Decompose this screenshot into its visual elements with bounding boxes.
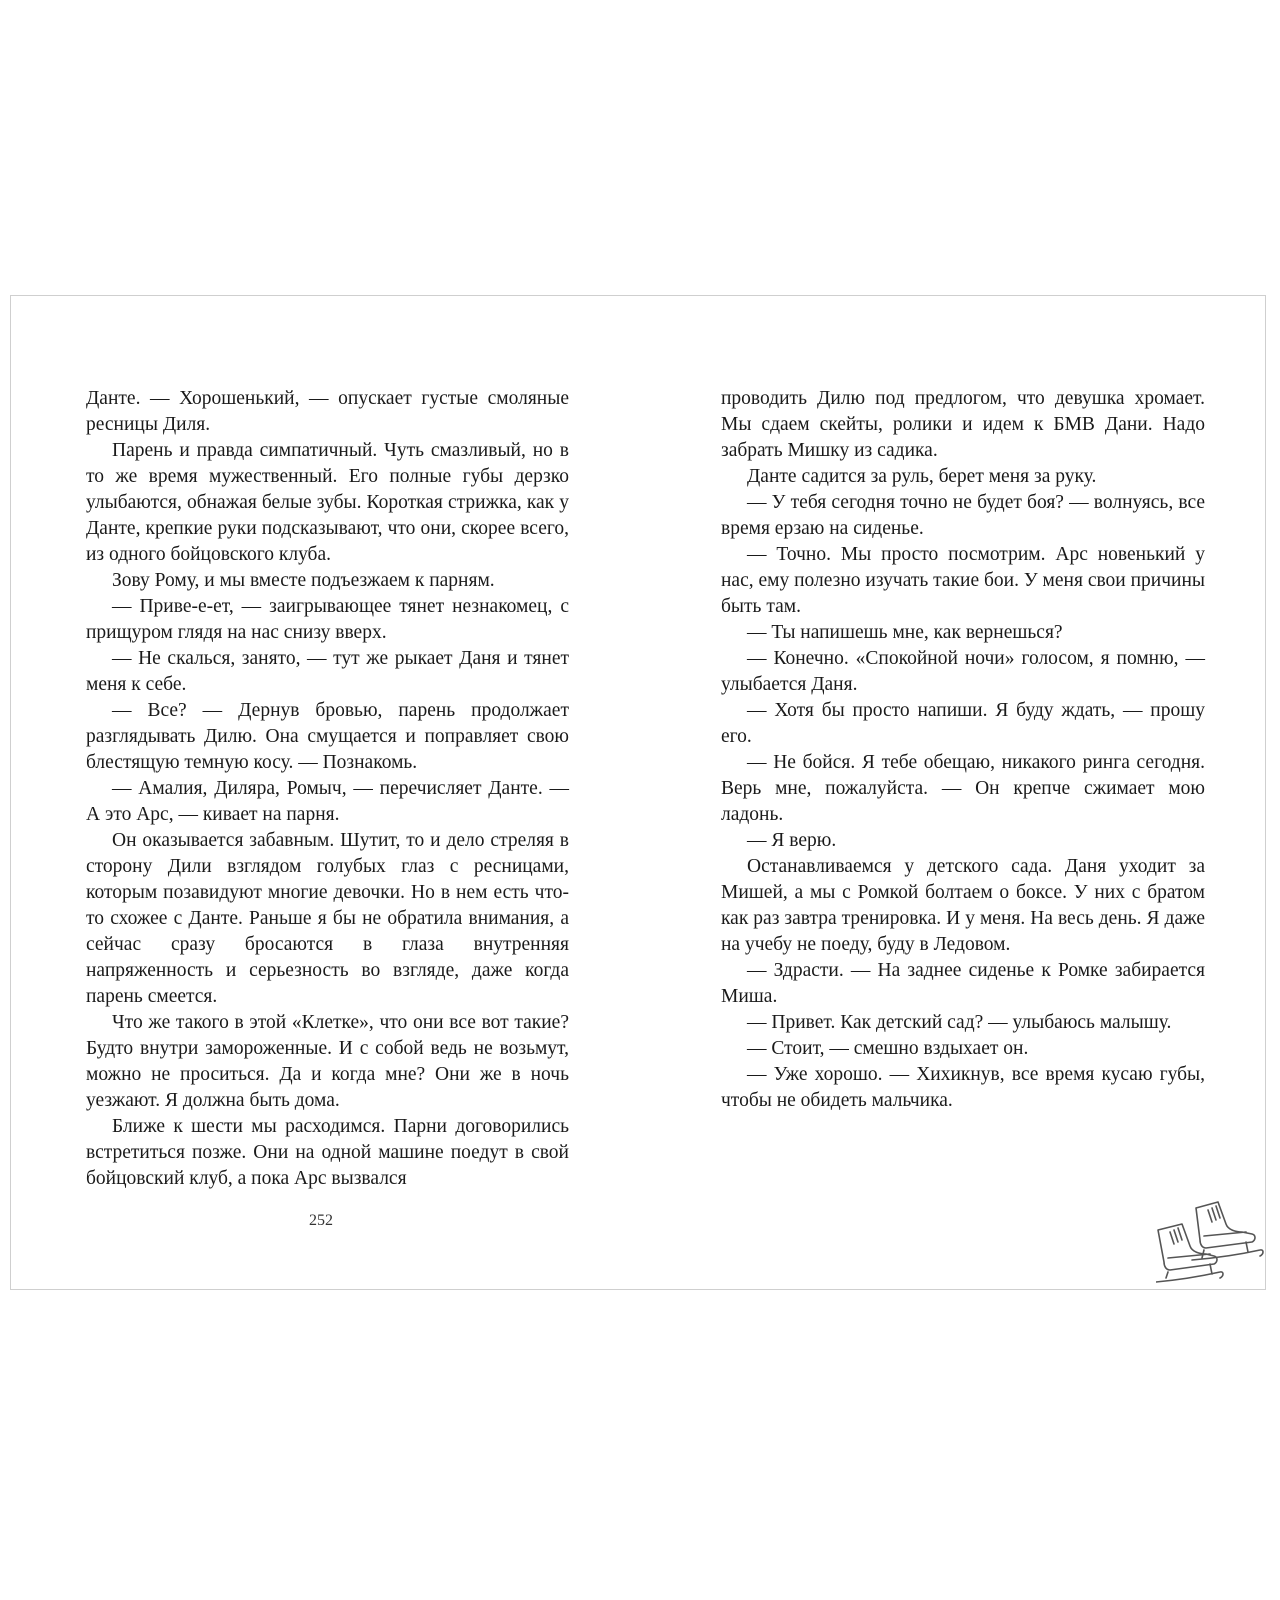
paragraph: — Не бойся. Я тебе обещаю, никакого ринга сегодня. Верь мне, пожалуйста. — Он крепче сжимает мою ладонь.	[721, 752, 1205, 825]
left-page-text	[86, 386, 569, 1192]
ice-skate-back-icon	[1192, 1202, 1263, 1260]
paragraph: — Здрасти. — На заднее сиденье к Ромке забирается Миша.	[721, 960, 1205, 1007]
paragraph: Останавливаемся у детского сада. Даня уходит за Мишей, а мы с Ромкой болтаем о боксе. У них с братом как раз завтра тренировка. И у меня. На весь день. Я даже на учебу не поеду, буду в Ледовом.	[721, 856, 1205, 955]
paragraph: — Не скалься, занято, — тут же рыкает Даня и тянет меня к себе.	[86, 648, 569, 695]
ice-skate-front-icon	[1156, 1224, 1223, 1282]
paragraph: — Амалия, Диляра, Ромыч, — перечисляет Данте. — А это Арс, — кивает на парня.	[86, 778, 569, 825]
paragraph: — Стоит, — смешно вздыхает он.	[747, 1038, 1029, 1059]
paragraph: — Приве-е-ет, — заигрывающее тянет незнакомец, с прищуром глядя на нас снизу вверх.	[86, 596, 569, 643]
ice-skates-icon	[1156, 1196, 1266, 1286]
paragraph: — Уже хорошо. — Хихикнув, все время кусаю губы, чтобы не обидеть мальчика.	[721, 1064, 1205, 1111]
paragraph: — Хотя бы просто напиши. Я буду ждать, — прошу его.	[721, 700, 1205, 747]
paragraph: — Я верю.	[747, 830, 837, 851]
paragraph: Данте садится за руль, берет меня за руку.	[747, 466, 1097, 487]
right-page-text	[721, 386, 1205, 1114]
paragraph: Ближе к шести мы расходимся. Парни договорились встретиться позже. Они на одной машине поедут в свой бойцовский клуб, а пока Арс вызвался	[86, 1116, 569, 1189]
paragraph: Что же такого в этой «Клетке», что они все вот такие? Будто внутри замороженные. И с собой ведь не возьмут, можно не проситься. Да и когда мне? Они же в ночь уезжают. Я должна быть дома.	[86, 1012, 569, 1111]
paragraph: — Конечно. «Спокойной ночи» голосом, я помню, — улыбается Даня.	[721, 648, 1205, 695]
paragraph: — Все? — Дернув бровью, парень продолжает разглядывать Дилю. Она смущается и поправляет свою блестящую темную косу. — Познакомь.	[86, 700, 569, 773]
paragraph: проводить Дилю под предлогом, что девушка хромает. Мы сдаем скейты, ролики и идем к БМВ Дани. Надо забрать Мишку из садика.	[721, 388, 1205, 461]
paragraph: — Привет. Как детский сад? — улыбаюсь малышу.	[747, 1012, 1172, 1033]
paragraph: Данте. — Хорошенький, — опускает густые смоляные ресницы Диля.	[86, 388, 569, 435]
paragraph: Парень и правда симпатичный. Чуть смазливый, но в то же время мужественный. Его полные губы дерзко улыбаются, обнажая белые зубы. Короткая стрижка, как у Данте, крепкие руки подсказывают, что они, скорее всего, из одного бойцовского клуба.	[86, 440, 569, 565]
paragraph: — Точно. Мы просто посмотрим. Арс новенький у нас, ему полезно изучать такие бои. У меня свои причины быть там.	[721, 544, 1206, 617]
paragraph: Зову Рому, и мы вместе подъезжаем к парням.	[112, 570, 495, 591]
paragraph: — Ты напишешь мне, как вернешься?	[747, 622, 1063, 643]
paragraph: — У тебя сегодня точно не будет боя? — волнуясь, все время ерзаю на сиденье.	[721, 492, 1205, 539]
book-spread	[10, 295, 1266, 1290]
page-number: 252	[309, 1212, 333, 1229]
paragraph: Он оказывается забавным. Шутит, то и дело стреляя в сторону Дили взглядом голубых глаз с ресницами, которым позавидуют многие девочки. Но в нем есть что-то схожее с Данте. Раньше я бы не обратила внимания, а сейчас сразу бросаются в глаза внутренняя напряженность и серьезность во взгляде, даже когда парень смеется.	[86, 830, 569, 1007]
